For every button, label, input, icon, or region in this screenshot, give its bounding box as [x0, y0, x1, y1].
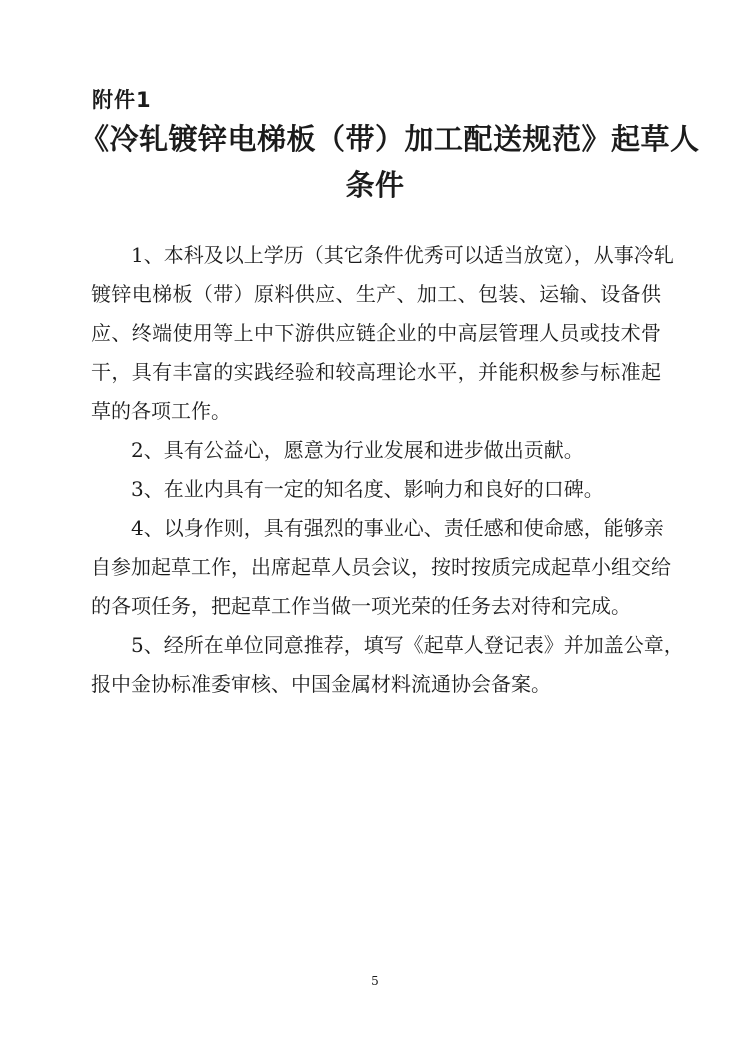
paragraph-line: 自参加起草工作，出席起草人员会议，按时按质完成起草小组交给 [91, 555, 671, 579]
paragraph-line: 2、具有公益心，愿意为行业发展和进步做出贡献。 [131, 438, 584, 462]
paragraph-line: 的各项任务，把起草工作当做一项光荣的任务去对待和完成。 [91, 594, 631, 618]
paragraph-3 [91, 470, 661, 509]
paragraph-line: 镀锌电梯板（带）原料供应、生产、加工、包装、运输、设备供 [91, 282, 661, 306]
document-title [80, 116, 700, 208]
paragraph-line: 报中金协标准委审核、中国金属材料流通协会备案。 [91, 672, 551, 696]
paragraph-line: 5、经所在单位同意推荐，填写《起草人登记表》并加盖公章， [131, 633, 684, 657]
paragraph-line: 草的各项工作。 [91, 399, 231, 423]
document-title-line: 条件 [345, 168, 405, 202]
paragraph-line: 1、本科及以上学历（其它条件优秀可以适当放宽），从事冷轧 [131, 243, 674, 267]
paragraph-1 [91, 236, 674, 431]
paragraph-line: 应、终端使用等上中下游供应链企业的中高层管理人员或技术骨 [91, 321, 661, 345]
paragraph-line: 干，具有丰富的实践经验和较高理论水平，并能积极参与标准起 [91, 360, 661, 384]
attachment-label: 附件1 [92, 88, 152, 112]
paragraph-line: 4、以身作则，具有强烈的事业心、责任感和使命感，能够亲 [131, 516, 664, 540]
document-body [91, 236, 684, 704]
page-number: 5 [371, 974, 379, 988]
paragraph-line: 3、在业内具有一定的知名度、影响力和良好的口碑。 [131, 477, 604, 501]
document-title-line: 《冷轧镀锌电梯板（带）加工配送规范》起草人 [80, 122, 700, 156]
paragraph-5 [91, 626, 684, 704]
paragraph-4 [91, 509, 671, 626]
paragraph-2 [91, 431, 661, 470]
